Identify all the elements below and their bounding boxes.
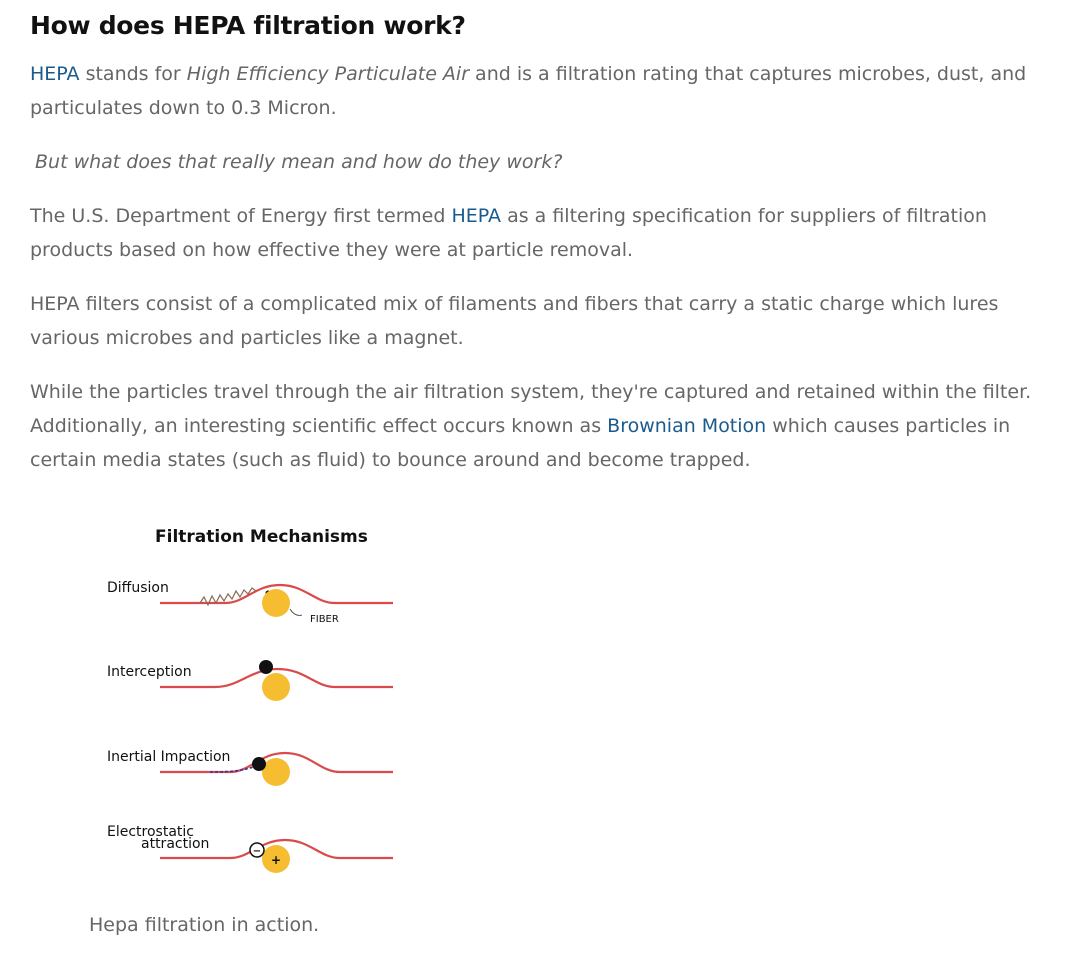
mechanism-label-electrostatic-line2: attraction <box>141 836 210 852</box>
text-span: The U.S. Department of Energy first termed <box>30 205 452 227</box>
mechanism-label-inertial-impaction: Inertial Impaction <box>107 749 231 765</box>
text-span: as a filtering specification for suppliers of filtration products based on how effective they were at particle removal. <box>30 205 987 261</box>
paragraph-question <box>35 145 1045 179</box>
text-span: While the particles travel through the air filtration system, they're captured and retained within the filter. Additionally, an interesting scientific effect occurs known as <box>30 381 1032 437</box>
figure-caption: Hepa filtration in action. <box>89 914 320 936</box>
article-heading: How does HEPA filtration work? <box>30 11 466 40</box>
text-span: and is a filtration rating that captures microbes, dust, and particulates down to 0.3 Micron. <box>30 63 1027 119</box>
plus-charge: + <box>270 853 282 867</box>
brownian-motion-link[interactable]: Brownian Motion <box>607 415 767 437</box>
paragraph-hepa-definition <box>30 57 1040 125</box>
mechanism-label-electrostatic-line1: Electrostatic <box>107 824 194 840</box>
fiber <box>262 758 290 786</box>
paragraph-filter-composition: HEPA filters consist of a complicated mix of filaments and fibers that carry a static charge which lures various microbes and particles like a magnet. <box>30 293 999 349</box>
inertial-impaction-diagram <box>107 749 393 786</box>
paragraph-department-of-energy <box>30 199 1040 267</box>
electrostatic-attraction-diagram <box>107 824 393 873</box>
minus-charge: − <box>252 846 262 857</box>
particle <box>252 757 266 771</box>
fiber-label: FIBER <box>310 614 339 625</box>
text-span: which causes particles in certain media states (such as fluid) to bounce around and become trapped. <box>30 415 1011 471</box>
fiber-pointer <box>290 609 302 615</box>
emphasis-text: But what does that really mean and how do they work? <box>35 151 563 173</box>
text-span: stands for <box>79 63 187 85</box>
hepa-link[interactable]: HEPA <box>30 63 80 85</box>
mechanism-label-diffusion: Diffusion <box>107 580 169 596</box>
fiber <box>262 673 290 701</box>
interception-diagram <box>107 660 393 701</box>
particle <box>259 660 273 674</box>
emphasis-text: High Efficiency Particulate Air <box>186 63 470 85</box>
diffusion-diagram <box>107 580 393 625</box>
mechanism-label-interception: Interception <box>107 664 192 680</box>
figure-title: Filtration Mechanisms <box>155 527 368 547</box>
hepa-link[interactable]: HEPA <box>451 205 502 227</box>
fiber <box>262 589 290 617</box>
filtration-mechanisms-figure <box>100 515 410 875</box>
paragraph-brownian-motion <box>30 375 1040 477</box>
